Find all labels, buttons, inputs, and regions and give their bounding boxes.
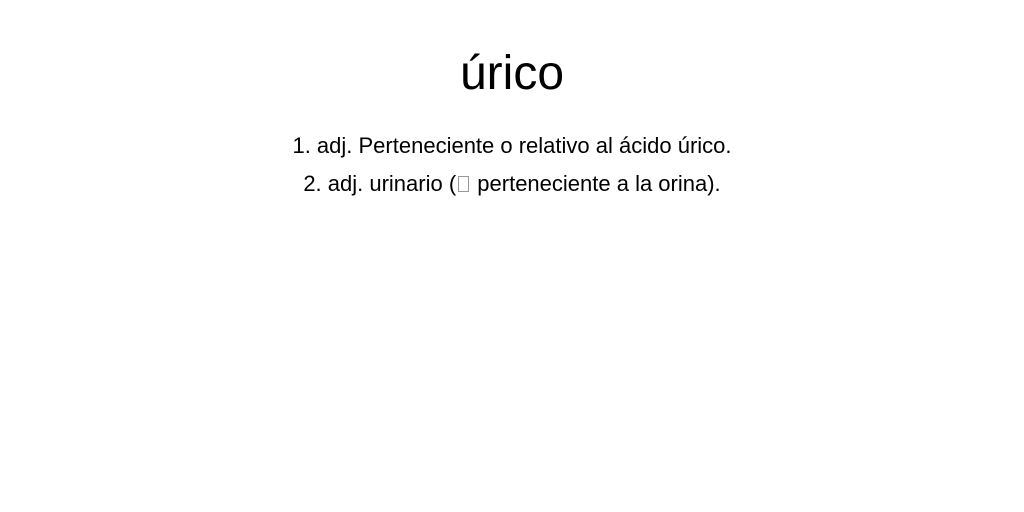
definition-1-text: 1. adj. Perteneciente o relativo al ácido úrico. xyxy=(292,133,732,158)
definition-2-text-after: perteneciente a la orina). xyxy=(471,171,721,196)
definition-2 xyxy=(0,165,1024,203)
definition-1 xyxy=(0,127,1024,165)
missing-glyph-icon xyxy=(458,176,469,192)
definition-list xyxy=(0,127,1024,203)
definition-2-text-before: 2. adj. urinario ( xyxy=(303,171,457,196)
headword-title: úrico xyxy=(459,47,565,100)
